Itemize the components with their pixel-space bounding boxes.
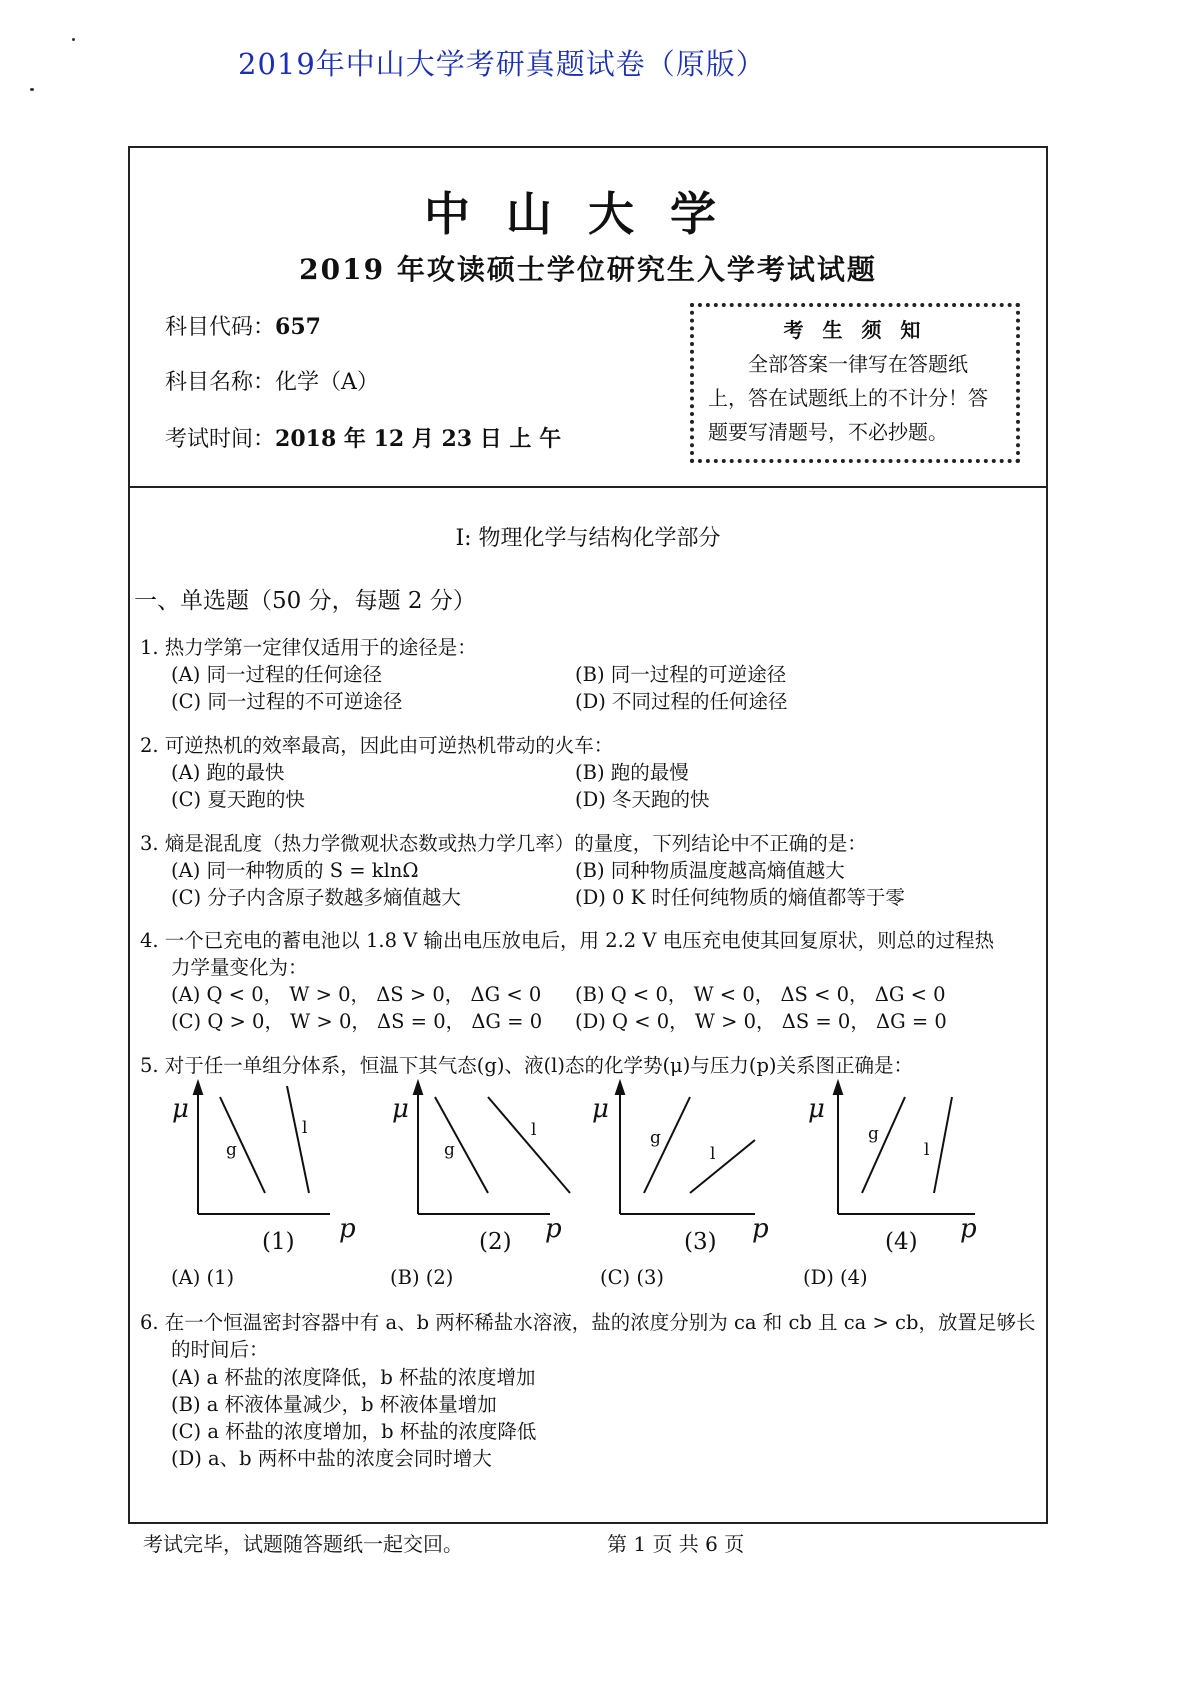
exam-title: 2019 年攻读硕士学位研究生入学考试试题: [299, 253, 877, 286]
question-stem: 4. 一个已充电的蓄电池以 1.8 V 输出电压放电后，用 2.2 V 电压充电使其回复原状，则总的过程热: [140, 929, 995, 952]
graph-4: [834, 1082, 975, 1214]
graph-1: [194, 1082, 330, 1214]
page-number: 第 1 页 共 6 页: [607, 1532, 745, 1556]
option: (B) 跑的最慢: [575, 761, 689, 784]
option: (C) 分子内含原子数越多熵值越大: [171, 886, 461, 909]
graph-3: [616, 1082, 755, 1214]
graph-4-gas-label: g: [868, 1124, 879, 1144]
section-title: I: 物理化学与结构化学部分: [455, 526, 721, 551]
graph-1-x-label: p: [339, 1214, 356, 1244]
option: (B) 同种物质温度越高熵值越大: [575, 859, 845, 882]
subject-name-value: 化学（A）: [275, 370, 379, 395]
graph-1-liquid-label: l: [302, 1118, 308, 1138]
liquid-line: [690, 1140, 755, 1193]
gas-line: [862, 1097, 905, 1193]
notice-line: 上，答在试题纸上的不计分！答: [708, 386, 988, 410]
graph-3-caption: (3): [684, 1229, 717, 1255]
subject-code-label: 科目代码：: [165, 315, 276, 340]
question-stem: 5. 对于任一单组分体系，恒温下其气态(g)、液(l)态的化学势(μ)与压力(p)关系图正确是：: [140, 1054, 914, 1077]
graph-2-y-label: μ: [392, 1094, 409, 1124]
question-stem: 3. 熵是混乱度（热力学微观状态数或热力学几率）的量度，下列结论中不正确的是：: [140, 832, 867, 855]
option: (B) a 杯液体量减少，b 杯液体量增加: [171, 1393, 497, 1416]
graph-2-liquid-label: l: [531, 1120, 537, 1140]
graph-4-liquid-label: l: [924, 1140, 930, 1160]
y-axis-arrow: [616, 1082, 624, 1094]
exam-time-value: 2018 年 12 月 23 日 上 午: [275, 426, 562, 452]
option: (C) a 杯盐的浓度增加，b 杯盐的浓度降低: [171, 1420, 537, 1443]
notice-line: 全部答案一律写在答题纸: [748, 352, 968, 376]
graph-4-caption: (4): [885, 1229, 918, 1255]
option: (B) Q < 0， W < 0， ΔS < 0， ΔG < 0: [575, 983, 946, 1006]
graph-2-caption: (2): [479, 1229, 512, 1255]
option: (A) 跑的最快: [171, 761, 285, 784]
option: (D) 不同过程的任何途径: [575, 690, 788, 713]
option: (A) 同一种物质的 S = klnΩ: [171, 859, 419, 882]
graph-1-gas-label: g: [226, 1140, 237, 1160]
option: (D) 0 K 时任何纯物质的熵值都等于零: [575, 886, 905, 909]
graph-2: [414, 1082, 570, 1214]
subject-code-value: 657: [275, 314, 321, 340]
liquid-line: [488, 1097, 570, 1193]
option: (B) (2): [390, 1266, 454, 1289]
header-note: 2019年中山大学考研真题试卷（原版）: [238, 47, 766, 81]
notice-title: 考 生 须 知: [783, 318, 927, 342]
liquid-line: [287, 1086, 309, 1193]
option: (A) a 杯盐的浓度降低，b 杯盐的浓度增加: [171, 1366, 536, 1389]
subject-name-label: 科目名称：: [165, 370, 276, 395]
y-axis-arrow: [834, 1082, 842, 1094]
question-stem-cont: 力学量变化为：: [171, 956, 308, 979]
graph-3-y-label: μ: [592, 1094, 609, 1124]
question-stem: 2. 可逆热机的效率最高，因此由可逆热机带动的火车：: [140, 734, 614, 757]
graph-2-x-label: p: [545, 1214, 562, 1244]
graph-4-x-label: p: [960, 1214, 977, 1244]
option: (C) 同一过程的不可逆途径: [171, 690, 403, 713]
part-title: 一、单选题（50 分，每题 2 分）: [134, 588, 476, 614]
option: (C) Q > 0， W > 0， ΔS = 0， ΔG = 0: [171, 1010, 543, 1033]
university-title: 中山大学: [424, 187, 752, 241]
y-axis-arrow: [194, 1082, 202, 1094]
option: (C) 夏天跑的快: [171, 788, 305, 811]
option: (A) Q < 0， W > 0， ΔS > 0， ΔG < 0: [171, 983, 542, 1006]
option: (D) Q < 0， W > 0， ΔS = 0， ΔG = 0: [575, 1010, 947, 1033]
liquid-line: [934, 1097, 952, 1193]
option: (C) (3): [600, 1266, 664, 1289]
graph-3-x-label: p: [752, 1214, 769, 1244]
notice-line: 题要写清题号，不必抄题。: [708, 420, 948, 444]
option: (A) (1): [171, 1266, 235, 1289]
y-axis-arrow: [414, 1082, 422, 1094]
graph-2-gas-label: g: [444, 1140, 455, 1160]
graph-4-y-label: μ: [808, 1094, 825, 1124]
question-stem-cont: 的时间后：: [171, 1338, 269, 1361]
option: (D) a、b 两杯中盐的浓度会同时增大: [171, 1447, 492, 1470]
graph-1-y-label: μ: [172, 1094, 189, 1124]
option: (D) (4): [803, 1266, 868, 1289]
graph-3-liquid-label: l: [710, 1144, 716, 1164]
graph-3-gas-label: g: [650, 1128, 661, 1148]
exam-time-label: 考试时间：: [165, 427, 276, 452]
gas-line: [435, 1097, 488, 1193]
option: (A) 同一过程的任何途径: [171, 663, 382, 686]
footer-instruction: 考试完毕，试题随答题纸一起交回。: [143, 1532, 463, 1556]
option: (B) 同一过程的可逆途径: [575, 663, 787, 686]
graph-1-caption: (1): [262, 1229, 295, 1255]
question-stem: 1. 热力学第一定律仅适用于的途径是：: [140, 636, 477, 659]
option: (D) 冬天跑的快: [575, 788, 710, 811]
question-stem: 6. 在一个恒温密封容器中有 a、b 两杯稀盐水溶液，盐的浓度分别为 ca 和 cb 且 ca > cb，放置足够长: [140, 1311, 1036, 1334]
